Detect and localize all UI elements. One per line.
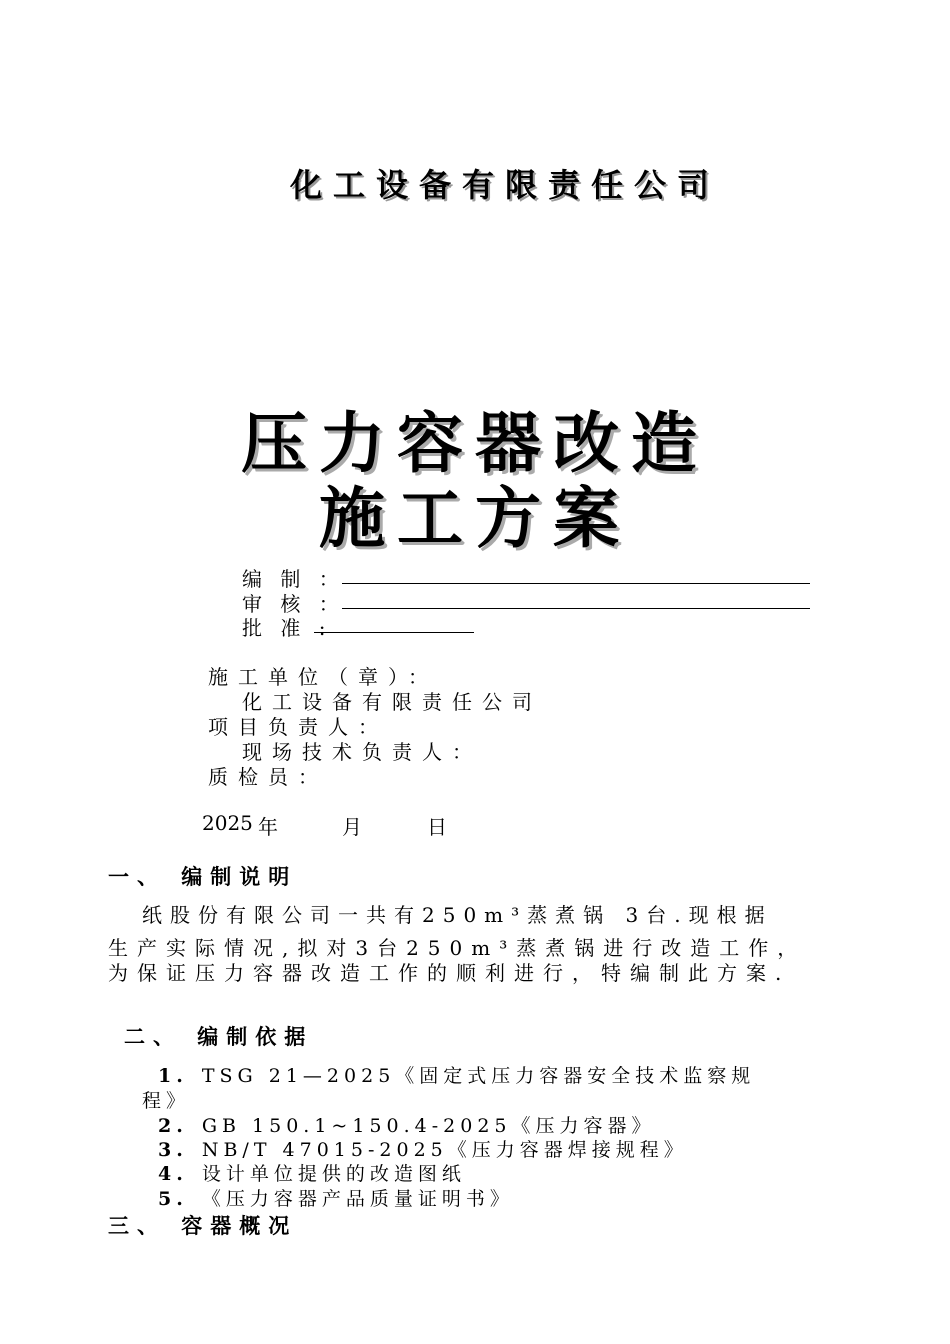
reference-item-1: 1. TSG 21—2025《固定式压力容器安全技术监察规 — [158, 1065, 756, 1087]
reference-item-3: 3. NB/T 47015-2025《压力容器焊接规程》 — [158, 1139, 688, 1161]
approver-signature-line — [314, 632, 474, 633]
reviewer-label: 审 核 ： — [242, 592, 345, 616]
section2-heading: 二、 编制依据 — [124, 1025, 314, 1049]
document-title-line1: 压力容器改造 — [241, 405, 709, 482]
reviewer-signature-line — [342, 608, 810, 609]
construction-unit-value: 化工设备有限责任公司 — [242, 690, 542, 714]
section3-heading: 三、 容器概况 — [108, 1214, 298, 1238]
section1-first-line: 纸股份有限公司一共有250m³蒸煮锅 3台.现根据 — [142, 903, 773, 927]
section1-paragraph: 生产实际情况,拟对3台250m³蒸煮锅进行改造工作，为保证压力容器改造工作的顺利进行，特编制此方案. — [108, 936, 807, 985]
inspector-label: 质检员： — [208, 765, 328, 789]
date-day-char: 日 — [427, 815, 447, 839]
project-lead-label: 项目负责人： — [208, 715, 388, 739]
date-month-char: 月 — [342, 815, 362, 839]
reference-item-1-continued: 程》 — [142, 1090, 191, 1112]
reference-item-5: 5. 《压力容器产品质量证明书》 — [158, 1188, 514, 1210]
document-title-line2: 施工方案 — [319, 480, 631, 557]
reference-item-2: 2. GB 150.1~150.4-2025《压力容器》 — [158, 1115, 656, 1137]
section1-heading: 一、 编制说明 — [108, 865, 298, 889]
date-year-char: 年 — [258, 815, 278, 839]
approver-label: 批 准 : — [242, 616, 332, 640]
reference-item-4: 4. 设计单位提供的改造图纸 — [158, 1163, 466, 1185]
date-year: 2025 — [202, 811, 253, 835]
construction-unit-label: 施工单位（章）： — [208, 665, 438, 689]
company-header: 化工设备有限责任公司 — [290, 166, 721, 204]
compiler-signature-line — [342, 583, 810, 584]
compiler-label: 编 制 ： — [242, 567, 345, 591]
tech-lead-label: 现场技术负责人： — [242, 740, 482, 764]
